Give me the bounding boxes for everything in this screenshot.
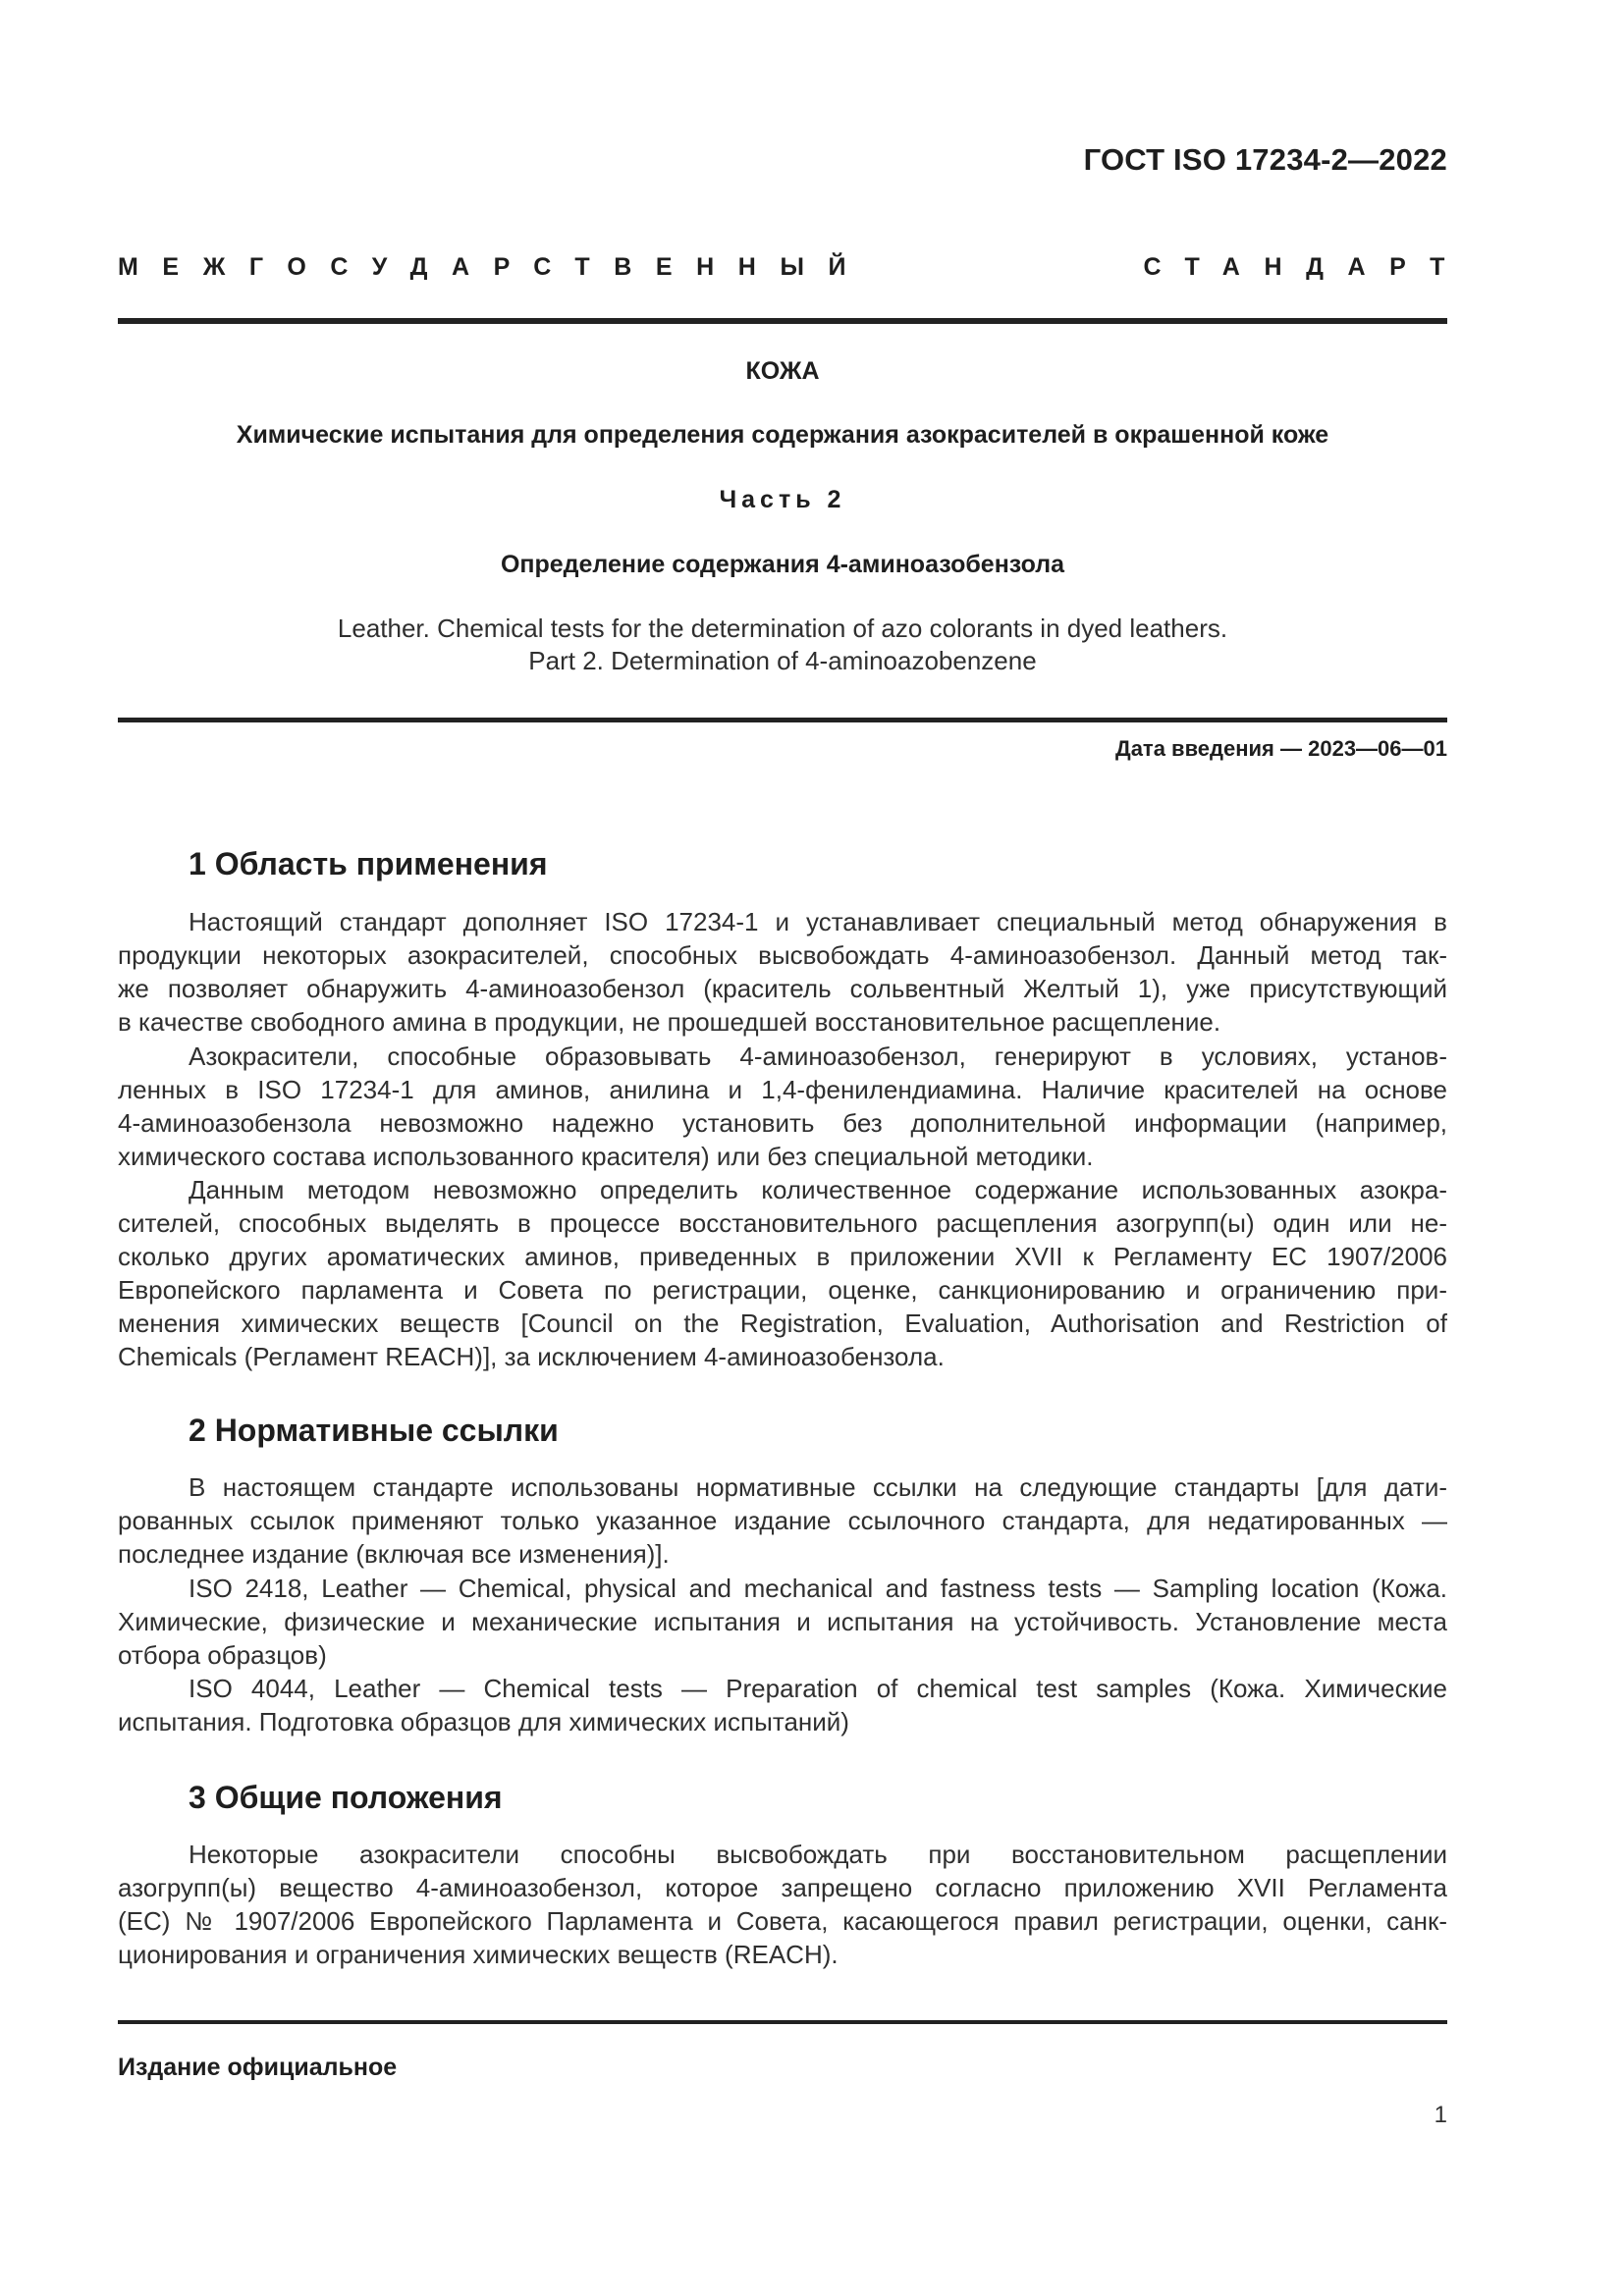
paragraph-line: азогрупп(ы) вещество 4-аминоазобензол, которое запрещено согласно приложению XVII Регламента bbox=[118, 1873, 1447, 1902]
paragraph bbox=[118, 1173, 1447, 1373]
paragraph-line: ционирования и ограничения химических веществ (REACH). bbox=[118, 1940, 839, 1969]
title-divider bbox=[118, 718, 1447, 722]
paragraph-line: продукции некоторых азокрасителей, способных высвобождать 4-аминоазобензол. Данный метод так- bbox=[118, 940, 1447, 970]
paragraph-line: рованных ссылок применяют только указанное издание ссылочного стандарта, для недатированных — bbox=[118, 1506, 1447, 1535]
paragraph-line: ленных в ISO 17234-1 для аминов, анилина и 1,4-фенилендиамина. Наличие красителей на основе bbox=[118, 1075, 1447, 1104]
document-code: ГОСТ ISO 17234-2—2022 bbox=[1083, 142, 1447, 177]
part-title: Определение содержания 4-аминоазобензола bbox=[500, 551, 1065, 578]
section-heading: 1 Область применения bbox=[189, 846, 548, 881]
paragraph bbox=[118, 1470, 1447, 1571]
paragraph-line: Данным методом невозможно определить количественное содержание использованных азокра- bbox=[189, 1175, 1447, 1204]
introduction-date: Дата введения — 2023—06—01 bbox=[1115, 736, 1447, 761]
section-heading: 3 Общие положения bbox=[189, 1780, 503, 1815]
paragraph-line: Европейского парламента и Совета по регистрации, оценке, санкционированию и ограничению при- bbox=[118, 1275, 1447, 1305]
english-title-line: Part 2. Determination of 4-aminoazobenzene bbox=[528, 646, 1037, 675]
paragraph-line: Некоторые азокрасители способны высвобождать при восстановительном расщеплении bbox=[189, 1840, 1447, 1869]
paragraph-line: 4-аминоазобензола невозможно надежно установить без дополнительной информации (например, bbox=[118, 1108, 1447, 1138]
paragraph bbox=[118, 1838, 1447, 1971]
document-subtitle: Химические испытания для определения содержания азокрасителей в окрашенной коже bbox=[236, 421, 1329, 449]
english-title-line: Leather. Chemical tests for the determination of azo colorants in dyed leathers. bbox=[337, 614, 1228, 643]
paragraph-line: Настоящий стандарт дополняет ISO 17234-1 и устанавливает специальный метод обнаружения в bbox=[189, 907, 1447, 936]
paragraph-line: химического состава использованного красителя) или без специальной методики. bbox=[118, 1142, 1094, 1171]
paragraph-line: Азокрасители, способные образовывать 4-аминоазобензол, генерируют в условиях, установ- bbox=[189, 1041, 1447, 1071]
part-number: Часть 2 bbox=[719, 486, 846, 513]
paragraph-line: испытания. Подготовка образцов для химических испытаний) bbox=[118, 1707, 849, 1736]
paragraph-line: сколько других ароматических аминов, приведенных в приложении XVII к Регламенту ЕС 1907/2006 bbox=[118, 1242, 1447, 1271]
footer-divider bbox=[118, 2020, 1447, 2024]
paragraph-line: (ЕС) № 1907/2006 Европейского Парламента и Совета, касающегося правил регистрации, оценки, санк- bbox=[118, 1906, 1447, 1936]
paragraph bbox=[118, 905, 1447, 1039]
paragraph-line: Химические, физические и механические испытания и испытания на устойчивость. Установление места bbox=[118, 1607, 1447, 1636]
banner-word-standard: СТАНДАРТ bbox=[1143, 253, 1469, 281]
paragraph bbox=[118, 1040, 1447, 1173]
official-edition-label: Издание официальное bbox=[118, 2054, 398, 2081]
page-number: 1 bbox=[1434, 2102, 1447, 2128]
document-title: КОЖА bbox=[745, 357, 820, 385]
paragraph-line: же позволяет обнаружить 4-аминоазобензол (краситель сольвентный Желтый 1), уже присутствующий bbox=[118, 974, 1447, 1003]
paragraph-line: Chemicals (Регламент REACH)], за исключением 4-аминоазобензола. bbox=[118, 1342, 945, 1371]
banner-word-interstate: МЕЖГОСУДАРСТВЕННЫЙ bbox=[118, 253, 871, 281]
paragraph-line: менения химических веществ [Council on the Registration, Evaluation, Authorisation and Restriction of bbox=[118, 1308, 1447, 1338]
paragraph bbox=[118, 1572, 1447, 1672]
paragraph bbox=[118, 1672, 1447, 1738]
paragraph-line: в качестве свободного амина в продукции, не прошедшей восстановительное расщепление. bbox=[118, 1007, 1221, 1037]
paragraph-line: ISO 4044, Leather — Chemical tests — Preparation of chemical test samples (Кожа. Химические bbox=[189, 1674, 1447, 1703]
paragraph-line: отбора образцов) bbox=[118, 1640, 327, 1670]
paragraph-line: сителей, способных выделять в процессе восстановительного расщепления азогрупп(ы) один или не- bbox=[118, 1208, 1447, 1238]
top-divider bbox=[118, 318, 1447, 324]
paragraph-line: В настоящем стандарте использованы нормативные ссылки на следующие стандарты [для дати- bbox=[189, 1472, 1447, 1502]
paragraph-line: ISO 2418, Leather — Chemical, physical and mechanical and fastness tests — Sampling location (Кожа. bbox=[189, 1574, 1447, 1603]
paragraph-line: последнее издание (включая все изменения)]. bbox=[118, 1539, 670, 1569]
section-heading: 2 Нормативные ссылки bbox=[189, 1413, 559, 1448]
